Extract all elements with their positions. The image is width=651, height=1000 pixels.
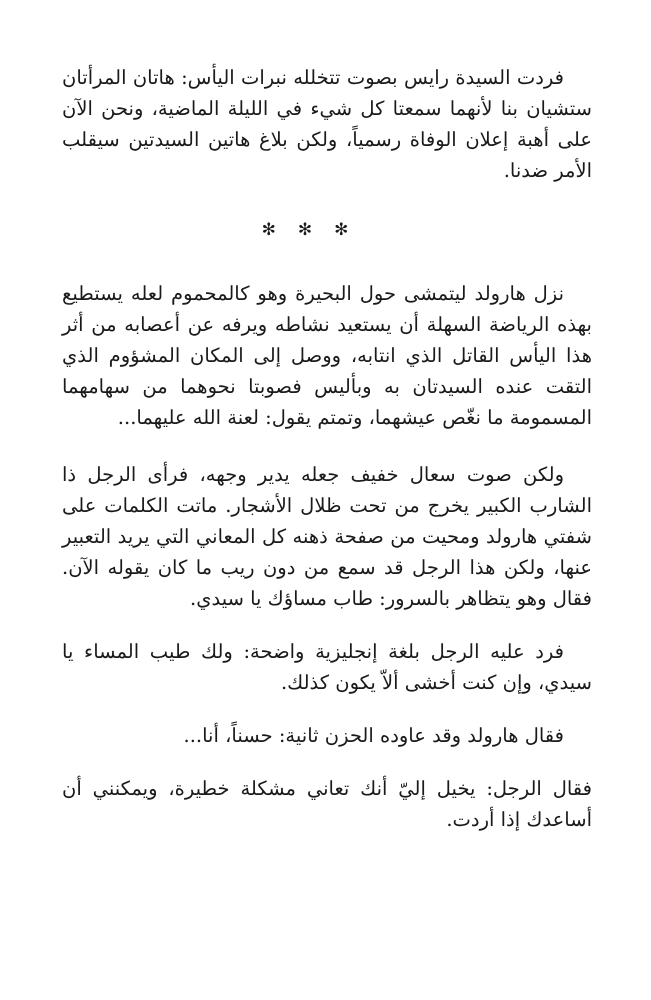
paragraph-5: فقال هارولد وقد عاوده الحزن ثانية: حسناً، أنا... <box>183 724 564 747</box>
paragraph-4: فرد عليه الرجل بلغة إنجليزية واضحة: ولك طيب المساء يا سيدي، وإن كنت أخشى ألاّ يكون كذلك. <box>62 640 592 694</box>
paragraph-spacer <box>62 433 592 459</box>
asterisk-icon: ✻ <box>297 220 335 240</box>
paragraph-1: فردت السيدة رايس بصوت تتخلله نبرات اليأس: هاتان المرأتان ستشيان بنا لأنهما سمعتا كل شيء في الليلة الماضية، ونحن الآن على أهبة إعلان الوفاة رسمياً، ولكن بلاغ هاتين السيدتين سيقلب الأمر ضدنا. <box>62 66 592 182</box>
paragraph-spacer <box>62 751 592 773</box>
asterisk-icon: ✻ <box>334 220 371 240</box>
asterisk-icon: ✻ <box>261 220 298 240</box>
section-separator <box>62 216 592 244</box>
paragraph-6: فقال الرجل: يخيل إليّ أنك تعاني مشكلة خطيرة، ويمكنني أن أساعدك إذا أردت. <box>62 777 592 831</box>
paragraph-2: نزل هارولد ليتمشى حول البحيرة وهو كالمحموم لعله يستطيع بهذه الرياضة السهلة أن يستعيد نشاطه ويرفه عن أعصابه من أثر هذا اليأس القاتل الذي انتابه، ووصل إلى المكان المشؤوم الذي التقت عنده السيدتان به وبأليس فصوبتا نحوهما من سهامهما المسمومة ما نغّص عيشهما، وتمتم يقول: لعنة الله عليهما... <box>62 282 592 429</box>
book-page <box>62 62 592 835</box>
paragraph-spacer <box>62 614 592 636</box>
paragraph-spacer <box>62 698 592 720</box>
paragraph-3: ولكن صوت سعال خفيف جعله يدير وجهه، فرأى الرجل ذا الشارب الكبير يخرج من تحت ظلال الأشجار. ماتت الكلمات على شفتي هارولد ومحيت من صفحة ذهنه كل المعاني التي يريد التعبير عنها، ولكن هذا الرجل قد سمع من دون ريب ما كان يقوله الآن. فقال وهو يتظاهر بالسرور: طاب مساؤك يا سيدي. <box>62 463 592 610</box>
